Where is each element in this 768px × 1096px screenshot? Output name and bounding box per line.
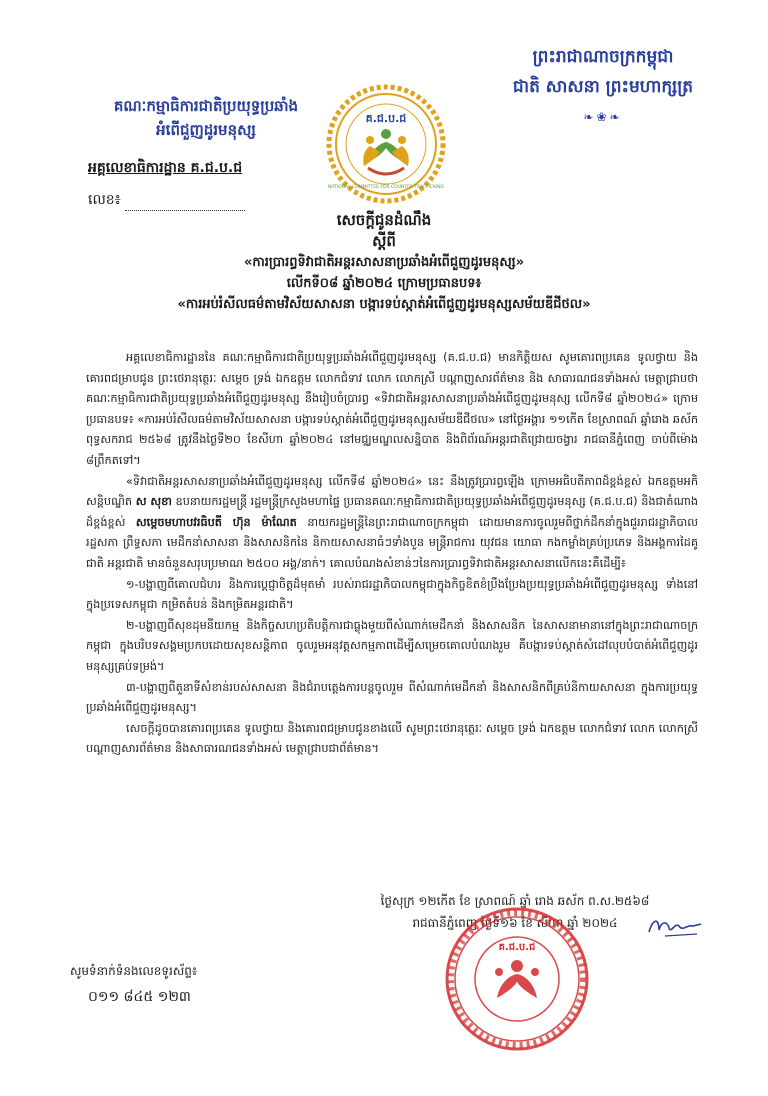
ornament-divider: ❧❀❧	[583, 110, 623, 124]
reference-number	[88, 190, 245, 211]
notice-title-block	[110, 210, 658, 315]
logo-initials: គ.ជ.ប.ជ	[365, 112, 407, 125]
official-name-1: ស សុខា	[135, 495, 172, 509]
lunar-date: ថ្ងៃសុក្រ ១២កើត ខែ ស្រាពណ៍ ឆ្នាំ រោង ឆស័ក ព.ស.២៥៦៨	[380, 894, 650, 908]
signature-scribble	[645, 912, 705, 942]
solar-date: រាជធានីភ្នំពេញ ថ្ងៃទី១៦ ខែ សីហា ឆ្នាំ ២០២៤	[412, 916, 618, 930]
notice-title: សេចក្តីជូនដំណឹង	[336, 211, 432, 229]
contact-phone: ០១១ ៨៤៥ ១២៣	[88, 989, 191, 1005]
reference-blank	[125, 196, 245, 211]
notice-subject-label: ស្តីពី	[372, 232, 396, 250]
national-motto-block	[478, 42, 728, 132]
stamp-initials: គ.ជ.ប.ជ	[498, 942, 536, 953]
reference-label: លេខ៖	[88, 192, 121, 208]
committee-name-block	[76, 94, 336, 142]
committee-logo	[326, 84, 446, 204]
committee-name-line1: គណៈកម្មាធិការជាតិប្រយុទ្ធប្រឆាំង	[113, 97, 299, 115]
notice-body	[86, 348, 698, 760]
logo-ring-text: NATIONAL COMMITTEE FOR COUNTER TRAFFICKING	[327, 185, 445, 190]
secretariat-name: អគ្គលេខាធិការដ្ឋាន គ.ជ.ប.ជ	[88, 160, 243, 176]
objective-item-3: ៣-បង្ហាញពីតួនាទីសំខាន់របស់សាសនា និងជំរាបត្តេងការបន្តចូលរួម ពីសំណាក់មេដឹកនាំ និងសាសនិកពីគ្រប់និកាយសាសនា ក្នុងការប្រយុទ្ធប្រឆាំងអំពើជួញដូរមនុស្ស។	[86, 680, 698, 715]
contact-block	[70, 958, 197, 1010]
contact-label: សូមទំនាក់ទំនងលេខទូរស័ព្ទ៖	[70, 964, 198, 978]
event-name: «ការប្រារព្ធទិវាជាតិអន្តរសាសនាប្រឆាំងអំពើជួញដូរមនុស្ស»	[243, 255, 525, 270]
committee-name-line2: អំពើជួញដូរមនុស្ស	[156, 121, 256, 139]
official-stamp	[444, 906, 590, 1052]
paragraph-presidency: «ទិវាជាតិអន្តរសាសនាប្រឆាំងអំពើជួញដូរមនុស្ស លើកទី៨ ឆ្នាំ២០២៤» នេះ នឹងត្រូវប្រារព្ធឡើង ក្រោមអធិបតីភាពដ៏ខ្ពង់ខ្ពស់ ឯកឧត្តមអកិសន្តិបណ្ឌិត ស សុខា ឧបនាយករដ្ឋមន្ត្រី រដ្ឋមន្ត្រីក្រសួងមហាផ្ទៃ ប្រធានគណៈកម្មាធិការជាតិប្រយុទ្ធប្រឆាំងអំពើជួញដូរមនុស្ស (គ.ជ.ប.ជ) និងជាតំណាងដ៏ខ្ពង់ខ្ពស់ សម្តេចមហាបវរធិបតី ហ៊ុន ម៉ាណែត នាយករដ្ឋមន្ត្រីនៃព្រះរាជាណាចក្រកម្ពុជា ដោយមានការចូលរួមពីថ្នាក់ដឹកនាំក្នុងជួររាជរដ្ឋាភិបាល រដ្ឋសភា ព្រឹទ្ធសភា មេដឹកនាំសាសនា និងសាសនិកនៃ និកាយសាសនាធំៗទាំងបួន មន្ត្រីរាជការ យុវជន យោធា កងកម្លាំងគ្រប់ប្រភេទ និងអង្គការដៃគូជាតិ អន្តរជាតិ មានចំនួនសរុបប្រមាណ ២៥០០ អង្គ/នាក់។ គោលបំណងសំខាន់ៗនៃការប្រារព្ធទិវាជាតិអន្តរសាសនាលើកនេះគឺដើម្បី៖	[86, 474, 699, 570]
kingdom-name: ព្រះរាជាណាចក្រកម្ពុជា	[532, 47, 674, 67]
stamp-emblem-icon	[495, 960, 539, 998]
objective-item-2: ២-បង្ហាញពីសុខដុមនីយកម្ម និងកិច្ចសហប្រតិបត្តិការជាធ្លុងមួយពីសំណាក់មេដឹកនាំ និងសាសនិក នៃសាសនាមានានៅក្នុងព្រះរាជាណាចក្រកម្ពុជា ក្នុងបរិបទសង្គមប្រកបដោយសុខសន្តិភាព ចូលរួមអនុវត្តសកម្មភាពដើម្បីសម្រេចគោលបំណងរួម គឺបង្ការទប់ស្កាត់សំដៅលុបបំបាត់អំពើជួញដូរមនុស្សគ្រប់ទម្រង់។	[86, 618, 698, 673]
objective-item-1: ១-បង្ហាញពីគោលជំហរ និងការប្តេជ្ញាចិត្តដ៏មុតមាំ របស់រាជរដ្ឋាភិបាលកម្ពុជាក្នុងកិច្ចខិតខំប្រឹងប្រែងប្រយុទ្ធប្រឆាំងអំពើជួញដូរមនុស្ស ទាំងនៅក្នុងប្រទេសកម្ពុជា កម្រិតតំបន់ និងកម្រិតអន្តរជាតិ។	[86, 577, 698, 612]
national-motto: ជាតិ សាសនា ព្រះមហាក្សត្រ	[512, 77, 694, 97]
paragraph-intro: អគ្គលេខាធិការដ្ឋាននៃ គណៈកម្មាធិការជាតិប្រយុទ្ធប្រឆាំងអំពើជួញដូរមនុស្ស (គ.ជ.ប.ជ) មានកិត្តិយស សូមគោរពប្រគេន ទូលថ្វាយ និងគោរពជម្រាបជូន ព្រះថេរានុត្ថេរៈ សម្តេច ទ្រង់ ឯកឧត្តម លោកជំទាវ លោក លោកស្រី បណ្ដាញសារព័ត៌មាន និង សាធារណជនទាំងអស់ មេត្តាជ្រាបថា គណៈកម្មាធិការជាតិប្រយុទ្ធប្រឆាំងអំពើជួញដូរមនុស្ស នឹងរៀបចំប្រារព្ធ «ទិវាជាតិអន្តរសាសនាប្រឆាំងអំពើជួញដូរមនុស្ស លើកទី៨ ឆ្នាំ២០២៤» ក្រោមប្រធានបទ៖ «ការអប់រំសីលធម៌តាមវិស័យសាសនា បង្ការទប់ស្កាត់អំពើជួញដូរមនុស្សសម័យឌីជីថល» នៅថ្ងៃអង្គារ ១១កើត ខែស្រាពណ៍ ឆ្នាំរោង ឆស័ក ពុទ្ធសករាជ ២៥៦៨ ត្រូវនឹងថ្ងៃទី២០ ខែសីហា ឆ្នាំ២០២៤ នៅមជ្ឈមណ្ឌលសន្និបាត និងពិព័រណ៍អន្តរជាតិជ្រោយចង្វារ រាជធានីភ្នំពេញ ចាប់ពីម៉ោង ៨ព្រឹកតទៅ។	[86, 351, 698, 467]
official-name-2: សម្តេចមហាបវរធិបតី ហ៊ុន ម៉ាណែត	[135, 515, 297, 529]
event-edition: លើកទី០៨ ឆ្នាំ២០២៤ ក្រោមប្រធានបទ៖	[286, 276, 482, 291]
paragraph-closing: សេចក្តីដូចបានគោរពប្រគេន ទូលថ្វាយ និងគោរពជម្រាបជូនខាងលើ សូមព្រះថេរានុត្ថេរៈ សម្តេច ទ្រង់ ឯកឧត្តម លោកជំទាវ លោក លោកស្រី បណ្ដាញសារព័ត៌មាន និងសាធារណជនទាំងអស់ មេត្តាជ្រាបជាព័ត៌មាន។	[86, 721, 698, 756]
event-theme: «ការអប់រំសីលធម៌តាមវិស័យសាសនា បង្ការទប់ស្កាត់អំពើជួញដូរមនុស្សសម័យឌីជីថល»	[177, 297, 591, 312]
